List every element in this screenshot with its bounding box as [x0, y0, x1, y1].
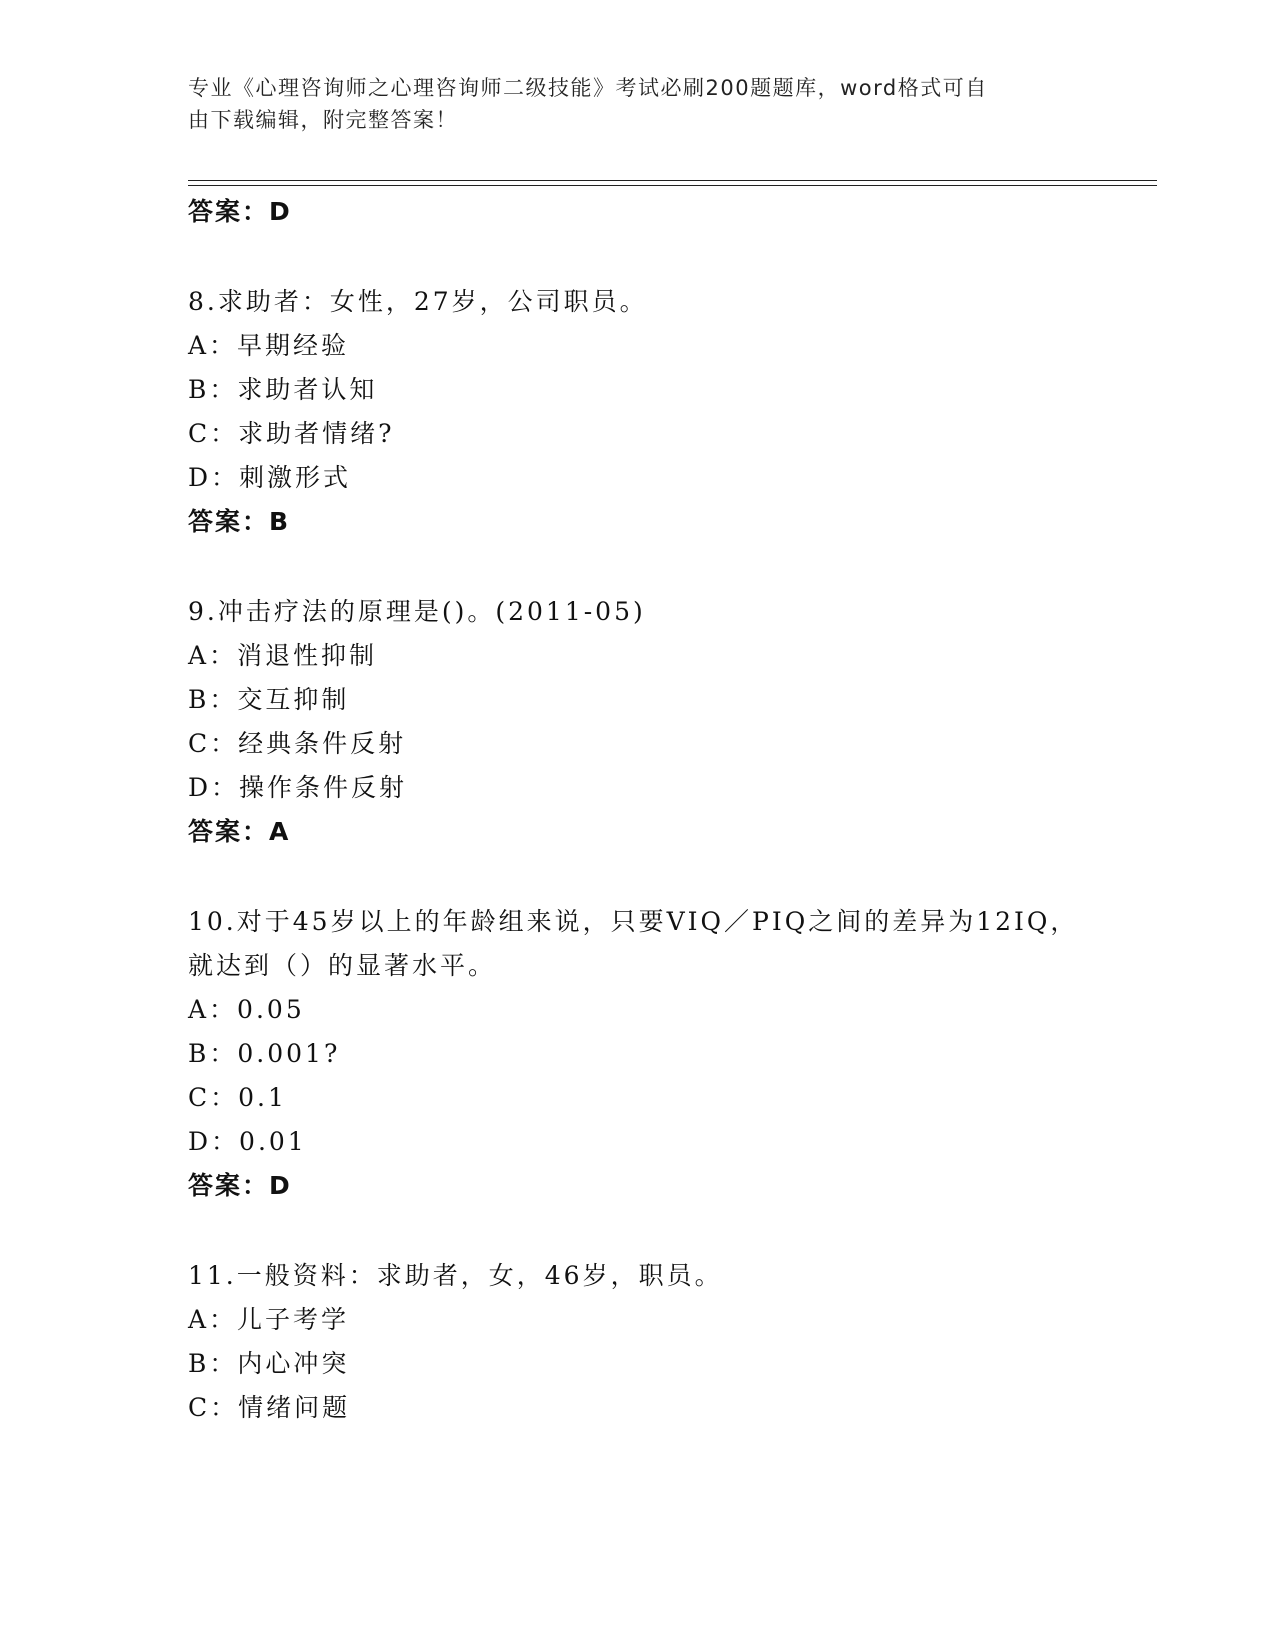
- header-line-1: 专业《心理咨询师之心理咨询师二级技能》考试必刷200题题库，word格式可自: [188, 76, 988, 100]
- question-8-answer: 答案：B: [188, 507, 291, 536]
- question-9-option-a: A：消退性抑制: [188, 641, 378, 670]
- question-9-option-d: D：操作条件反射: [188, 773, 408, 802]
- question-10-option-d: D：0.01: [188, 1127, 307, 1156]
- question-8-option-b: B：求助者认知: [188, 375, 378, 404]
- question-10-stem-line-2: 就达到（）的显著水平。: [188, 951, 497, 980]
- question-9-option-b: B：交互抑制: [188, 685, 350, 714]
- question-10-option-c: C：0.1: [188, 1083, 287, 1112]
- question-8-stem: 8.求助者：女性，27岁，公司职员。: [188, 287, 648, 316]
- question-10-stem-line-1: 10.对于45岁以上的年龄组来说，只要VIQ／PIQ之间的差异为12IQ，: [188, 907, 1079, 936]
- header-line-2: 由下载编辑，附完整答案！: [188, 108, 458, 132]
- header-divider-bottom: [188, 185, 1157, 186]
- question-11-option-b: B：内心冲突: [188, 1349, 350, 1378]
- question-9-stem: 9.冲击疗法的原理是()。(2011-05): [188, 597, 646, 626]
- question-11-option-c: C：情绪问题: [188, 1393, 351, 1422]
- question-11-option-a: A：儿子考学: [188, 1305, 350, 1334]
- question-8-option-d: D：刺激形式: [188, 463, 352, 492]
- question-10-answer: 答案：D: [188, 1171, 292, 1200]
- question-11-stem: 11.一般资料：求助者，女，46岁，职员。: [188, 1261, 723, 1290]
- question-8-option-c: C：求助者情绪?: [188, 419, 395, 448]
- question-9-option-c: C：经典条件反射: [188, 729, 407, 758]
- header-divider-top: [188, 180, 1157, 181]
- question-8-option-a: A：早期经验: [188, 331, 350, 360]
- question-10-option-a: A：0.05: [188, 995, 305, 1024]
- question-9-answer: 答案：A: [188, 817, 291, 846]
- document-header: [188, 72, 1088, 136]
- question-10-option-b: B：0.001?: [188, 1039, 341, 1068]
- answer-previous: 答案：D: [188, 197, 292, 226]
